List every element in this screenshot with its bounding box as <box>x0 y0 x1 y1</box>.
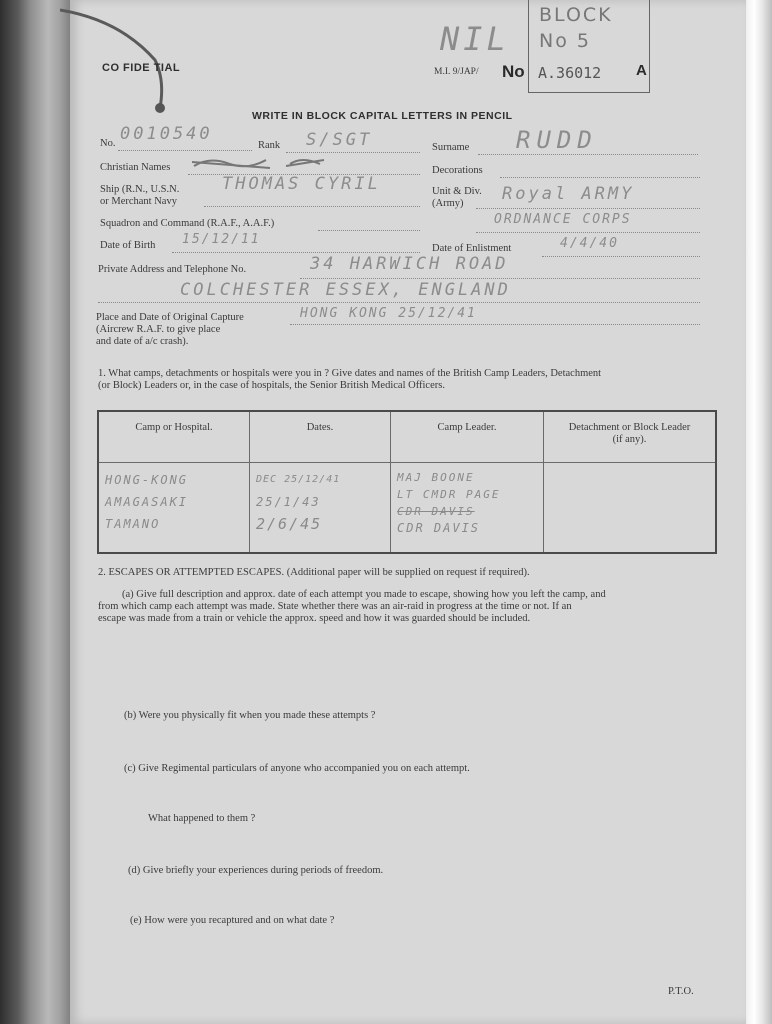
christian-names-value: THOMAS CYRIL <box>222 174 381 194</box>
leader-entry-struck: CDR DAVIS <box>397 505 475 518</box>
surname-line <box>478 154 698 155</box>
squadron-line <box>318 230 420 231</box>
ship-line <box>204 206 420 207</box>
decorations-line <box>500 177 700 178</box>
camps-table <box>97 410 717 554</box>
crossed-out-text <box>190 152 330 174</box>
stamp-line-2: No 5 <box>539 30 591 52</box>
section2-c-sub: What happened to them ? <box>148 813 256 824</box>
camp-entry: TAMANO <box>105 517 161 531</box>
decorations-label: Decorations <box>432 165 483 176</box>
date-entry: DEC 25/12/41 <box>256 474 341 485</box>
christian-names-label: Christian Names <box>100 162 171 173</box>
table-row <box>98 463 716 554</box>
no-line <box>118 150 252 151</box>
instruction-heading: WRITE IN BLOCK CAPITAL LETTERS IN PENCIL <box>252 110 513 122</box>
date-entry: 25/1/43 <box>256 495 321 509</box>
no-value: 0010540 <box>120 124 213 144</box>
capture-label-1: Place and Date of Original Capture <box>96 312 244 323</box>
capture-line <box>290 324 700 325</box>
unit-value-1: Royal ARMY <box>502 184 635 204</box>
column-camp-or-hospital: Camp or Hospital. <box>98 411 250 463</box>
enlistment-label: Date of Enlistment <box>432 243 512 254</box>
capture-label-2: (Aircrew R.A.F. to give place <box>96 324 221 335</box>
squadron-label: Squadron and Command (R.A.F., A.A.F.) <box>100 218 275 229</box>
camps-table-header <box>98 411 716 463</box>
section1-question-1: 1. What camps, detachments or hospitals were you in ? Give dates and names of the British Camp Leaders, Detachment <box>98 368 602 379</box>
serial-number: A.36012 <box>538 64 602 82</box>
camps-cell <box>98 463 250 554</box>
unit-label-1: Unit & Div. <box>432 186 482 197</box>
leader-entry: CDR DAVIS <box>397 521 481 535</box>
surname-value: RUDD <box>516 126 598 154</box>
stamp-line-1: BLOCK <box>539 4 613 26</box>
surname-label: Surname <box>432 142 470 153</box>
camp-entry: HONG-KONG <box>105 473 189 487</box>
unit-value-2: ORDNANCE CORPS <box>494 212 632 227</box>
dob-value: 15/12/11 <box>182 232 261 247</box>
capture-value: HONG KONG 25/12/41 <box>300 306 477 321</box>
dob-line <box>172 252 420 253</box>
section2-heading: 2. ESCAPES OR ATTEMPTED ESCAPES. (Additional paper will be supplied on request if required). <box>98 567 530 578</box>
section2-b: (b) Were you physically fit when you made these attempts ? <box>124 710 376 721</box>
unit-label-2: (Army) <box>432 198 464 209</box>
no-label: No. <box>100 138 116 149</box>
serial-no-label: No <box>502 62 525 81</box>
enlistment-line <box>542 256 700 257</box>
date-entry: 2/6/45 <box>256 515 323 533</box>
leader-entry: LT CMDR PAGE <box>397 488 501 501</box>
detachment-cell <box>544 463 717 554</box>
section2-d: (d) Give briefly your experiences during periods of freedom. <box>128 865 384 876</box>
leaders-cell <box>391 463 544 554</box>
camp-entry: AMAGASAKI <box>105 495 189 509</box>
section2-c: (c) Give Regimental particulars of anyone who accompanied you on each attempt. <box>124 763 470 774</box>
address-value-1: 34 HARWICH ROAD <box>310 254 509 274</box>
section2-a-line-1: (a) Give full description and approx. date of each attempt you made to escape, showing how you left the camp, and <box>122 589 606 600</box>
rank-value: S/SGT <box>306 130 373 150</box>
dob-label: Date of Birth <box>100 240 156 251</box>
address-line-1 <box>300 278 700 279</box>
nil-annotation: NIL <box>440 20 510 58</box>
enlistment-value: 4/4/40 <box>560 236 619 251</box>
address-value-2: COLCHESTER ESSEX, ENGLAND <box>180 280 511 300</box>
column-dates: Dates. <box>250 411 391 463</box>
address-line-2 <box>98 302 700 303</box>
section2-a-line-2: from which camp each attempt was made. State whether there was an air-raid in progress at the time or not. If an <box>98 601 572 612</box>
column-camp-leader: Camp Leader. <box>391 411 544 463</box>
rank-label: Rank <box>258 140 281 151</box>
column-detachment-leader: Detachment or Block Leader (if any). <box>544 411 717 463</box>
address-label: Private Address and Telephone No. <box>98 264 247 275</box>
ship-label-1: Ship (R.N., U.S.N. <box>100 184 180 195</box>
dates-cell <box>250 463 391 554</box>
binding-string <box>60 0 180 120</box>
leader-entry: MAJ BOONE <box>397 471 475 484</box>
unit-line-1 <box>476 208 700 209</box>
capture-label-3: and date of a/c crash). <box>96 336 189 347</box>
section1-question-2: (or Block) Leaders or, in the case of hospitals, the Senior British Medical Officers. <box>98 380 445 391</box>
classification-mark: CO FIDE TIAL <box>102 62 181 74</box>
pto-label: P.T.O. <box>668 986 694 997</box>
ship-label-2: or Merchant Navy <box>100 196 177 207</box>
unit-line-2 <box>476 232 700 233</box>
section2-e: (e) How were you recaptured and on what date ? <box>130 915 335 926</box>
form-reference: M.I. 9/JAP/ <box>434 67 479 77</box>
section2-a-line-3: escape was made from a train or vehicle the approx. speed and how it was guarded should be included. <box>98 613 531 624</box>
serial-suffix: A <box>636 62 647 79</box>
